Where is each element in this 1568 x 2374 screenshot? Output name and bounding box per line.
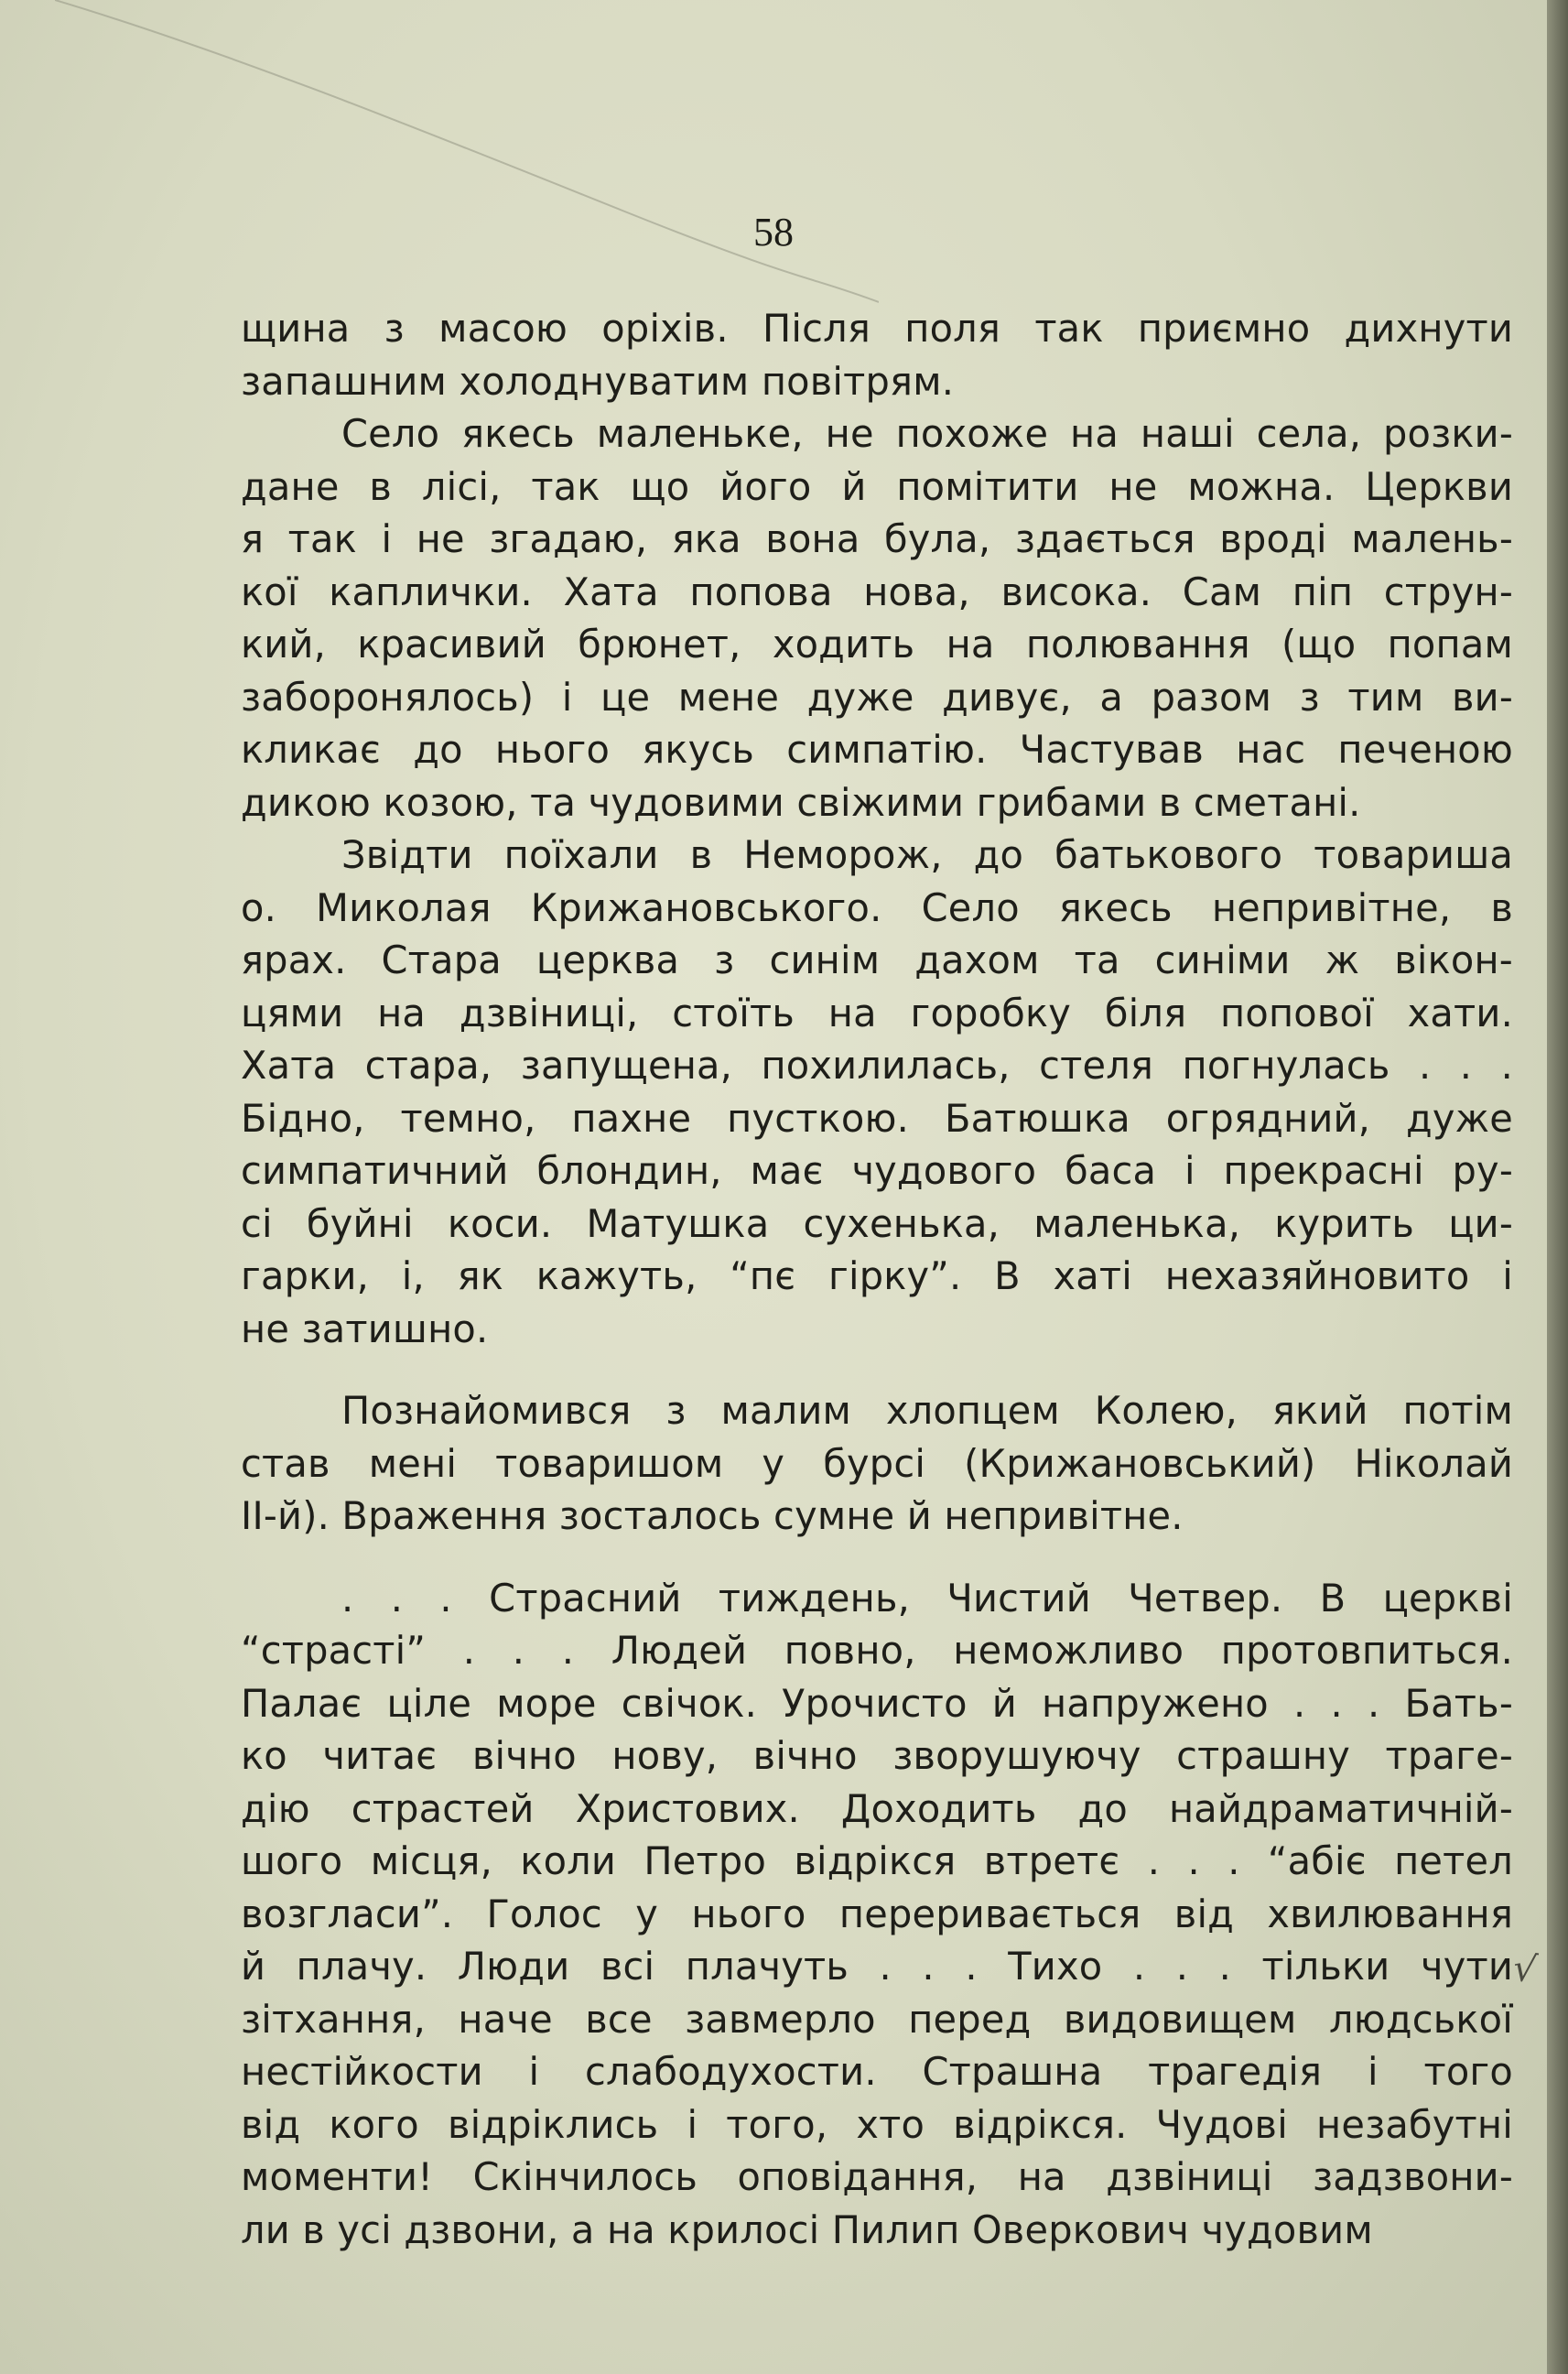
- text-line: шого місця, коли Петро відрікся втретє . . . “абіє петел: [241, 1838, 1513, 1883]
- text-line: кий, красивий брюнет, ходить на полювання (що попам: [241, 622, 1513, 667]
- paragraph: [241, 1572, 1513, 2257]
- paragraph: [241, 302, 1513, 407]
- margin-checkmark: √: [1509, 1946, 1540, 1992]
- page-number: 58: [753, 210, 794, 255]
- body-text: [241, 302, 1513, 2256]
- text-line: дію страстей Христових. Доходить до найдраматичній-: [241, 1785, 1513, 1831]
- text-line: Палає ціле море свічок. Урочисто й напружено . . . Бать-: [241, 1680, 1513, 1726]
- text-line: Хата стара, запущена, похилилась, стеля погнулась . . .: [241, 1043, 1513, 1088]
- text-line: ли в усі дзвони, а на крилосі Пилип Оверкович чудовим: [241, 2206, 1373, 2252]
- paragraph: [241, 1384, 1513, 1543]
- text-line: “страсті” . . . Людей повно, неможливо протовпиться.: [241, 1628, 1513, 1673]
- text-line: щина з масою оріхів. Після поля так приємно дихнути: [241, 306, 1513, 351]
- paragraph: [241, 407, 1513, 829]
- text-line: Звідти поїхали в Неморож, до батькового товариша: [341, 832, 1513, 877]
- text-line: заборонялось) і це мене дуже дивує, а разом з тим ви-: [241, 674, 1513, 720]
- text-line: й плачу. Люди всі плачуть . . . Тихо . . . тільки чути: [241, 1944, 1513, 1989]
- page-edge: [1547, 0, 1568, 2374]
- text-line: ярах. Стара церква з синім дахом та синіми ж вікон-: [241, 938, 1513, 982]
- text-line: симпатичний блондин, має чудового баса і прекрасні ру-: [241, 1148, 1513, 1193]
- text-line: кої каплички. Хата попова нова, висока. Сам піп струн-: [241, 569, 1513, 614]
- text-line: запашним холоднуватим повітрям.: [241, 358, 955, 404]
- text-line: кликає до нього якусь симпатію. Частував нас печеною: [241, 727, 1513, 772]
- text-line: зітхання, наче все завмерло перед видовищем людської: [241, 1996, 1513, 2042]
- text-line: ІІ-й). Враження зосталось сумне й непривітне.: [241, 1493, 1184, 1538]
- text-line: ко читає вічно нову, вічно зворушуючу страшну траге-: [241, 1733, 1513, 1778]
- paragraph: [241, 829, 1513, 1355]
- paragraph-gap: [241, 1543, 1513, 1572]
- text-line: від кого відріклись і того, хто відрікся. Чудові незабутні: [241, 2101, 1513, 2147]
- text-line: Познайомився з малим хлопцем Колею, який потім: [341, 1388, 1513, 1433]
- paper-crease: [55, 0, 879, 311]
- text-line: я так і не згадаю, яка вона була, здається вроді малень-: [241, 516, 1513, 561]
- text-line: Бідно, темно, пахне пусткою. Батюшка огрядний, дуже: [241, 1095, 1513, 1141]
- text-line: гарки, і, як кажуть, “пє гірку”. В хаті нехазяйновито і: [241, 1253, 1513, 1298]
- text-line: о. Миколая Крижановського. Село якесь непривітне, в: [241, 884, 1513, 930]
- text-line: моменти! Скінчилось оповідання, на дзвіниці задзвони-: [241, 2154, 1513, 2199]
- paragraph-gap: [241, 1355, 1513, 1384]
- text-line: возгласи”. Голос у нього переривається від хвилювання: [241, 1891, 1513, 1936]
- text-line: дикою козою, та чудовими свіжими грибами в сметані.: [241, 779, 1361, 825]
- text-line: сі буйні коси. Матушка сухенька, маленька, курить ци-: [241, 1200, 1513, 1246]
- text-line: Село якесь маленьке, не похоже на наші села, розки-: [341, 411, 1513, 456]
- text-line: нестійкости і слабодухости. Страшна трагедія і того: [241, 2049, 1513, 2094]
- text-line: . . . Страсний тиждень, Чистий Четвер. В церкві: [341, 1575, 1513, 1621]
- text-line: цями на дзвіниці, стоїть на горобку біля попової хати.: [241, 990, 1513, 1035]
- text-line: дане в лісі, так що його й помітити не можна. Церкви: [241, 463, 1513, 509]
- text-line: не затишно.: [241, 1306, 489, 1351]
- text-line: став мені товаришом у бурсі (Крижановський) Ніколай: [241, 1440, 1513, 1486]
